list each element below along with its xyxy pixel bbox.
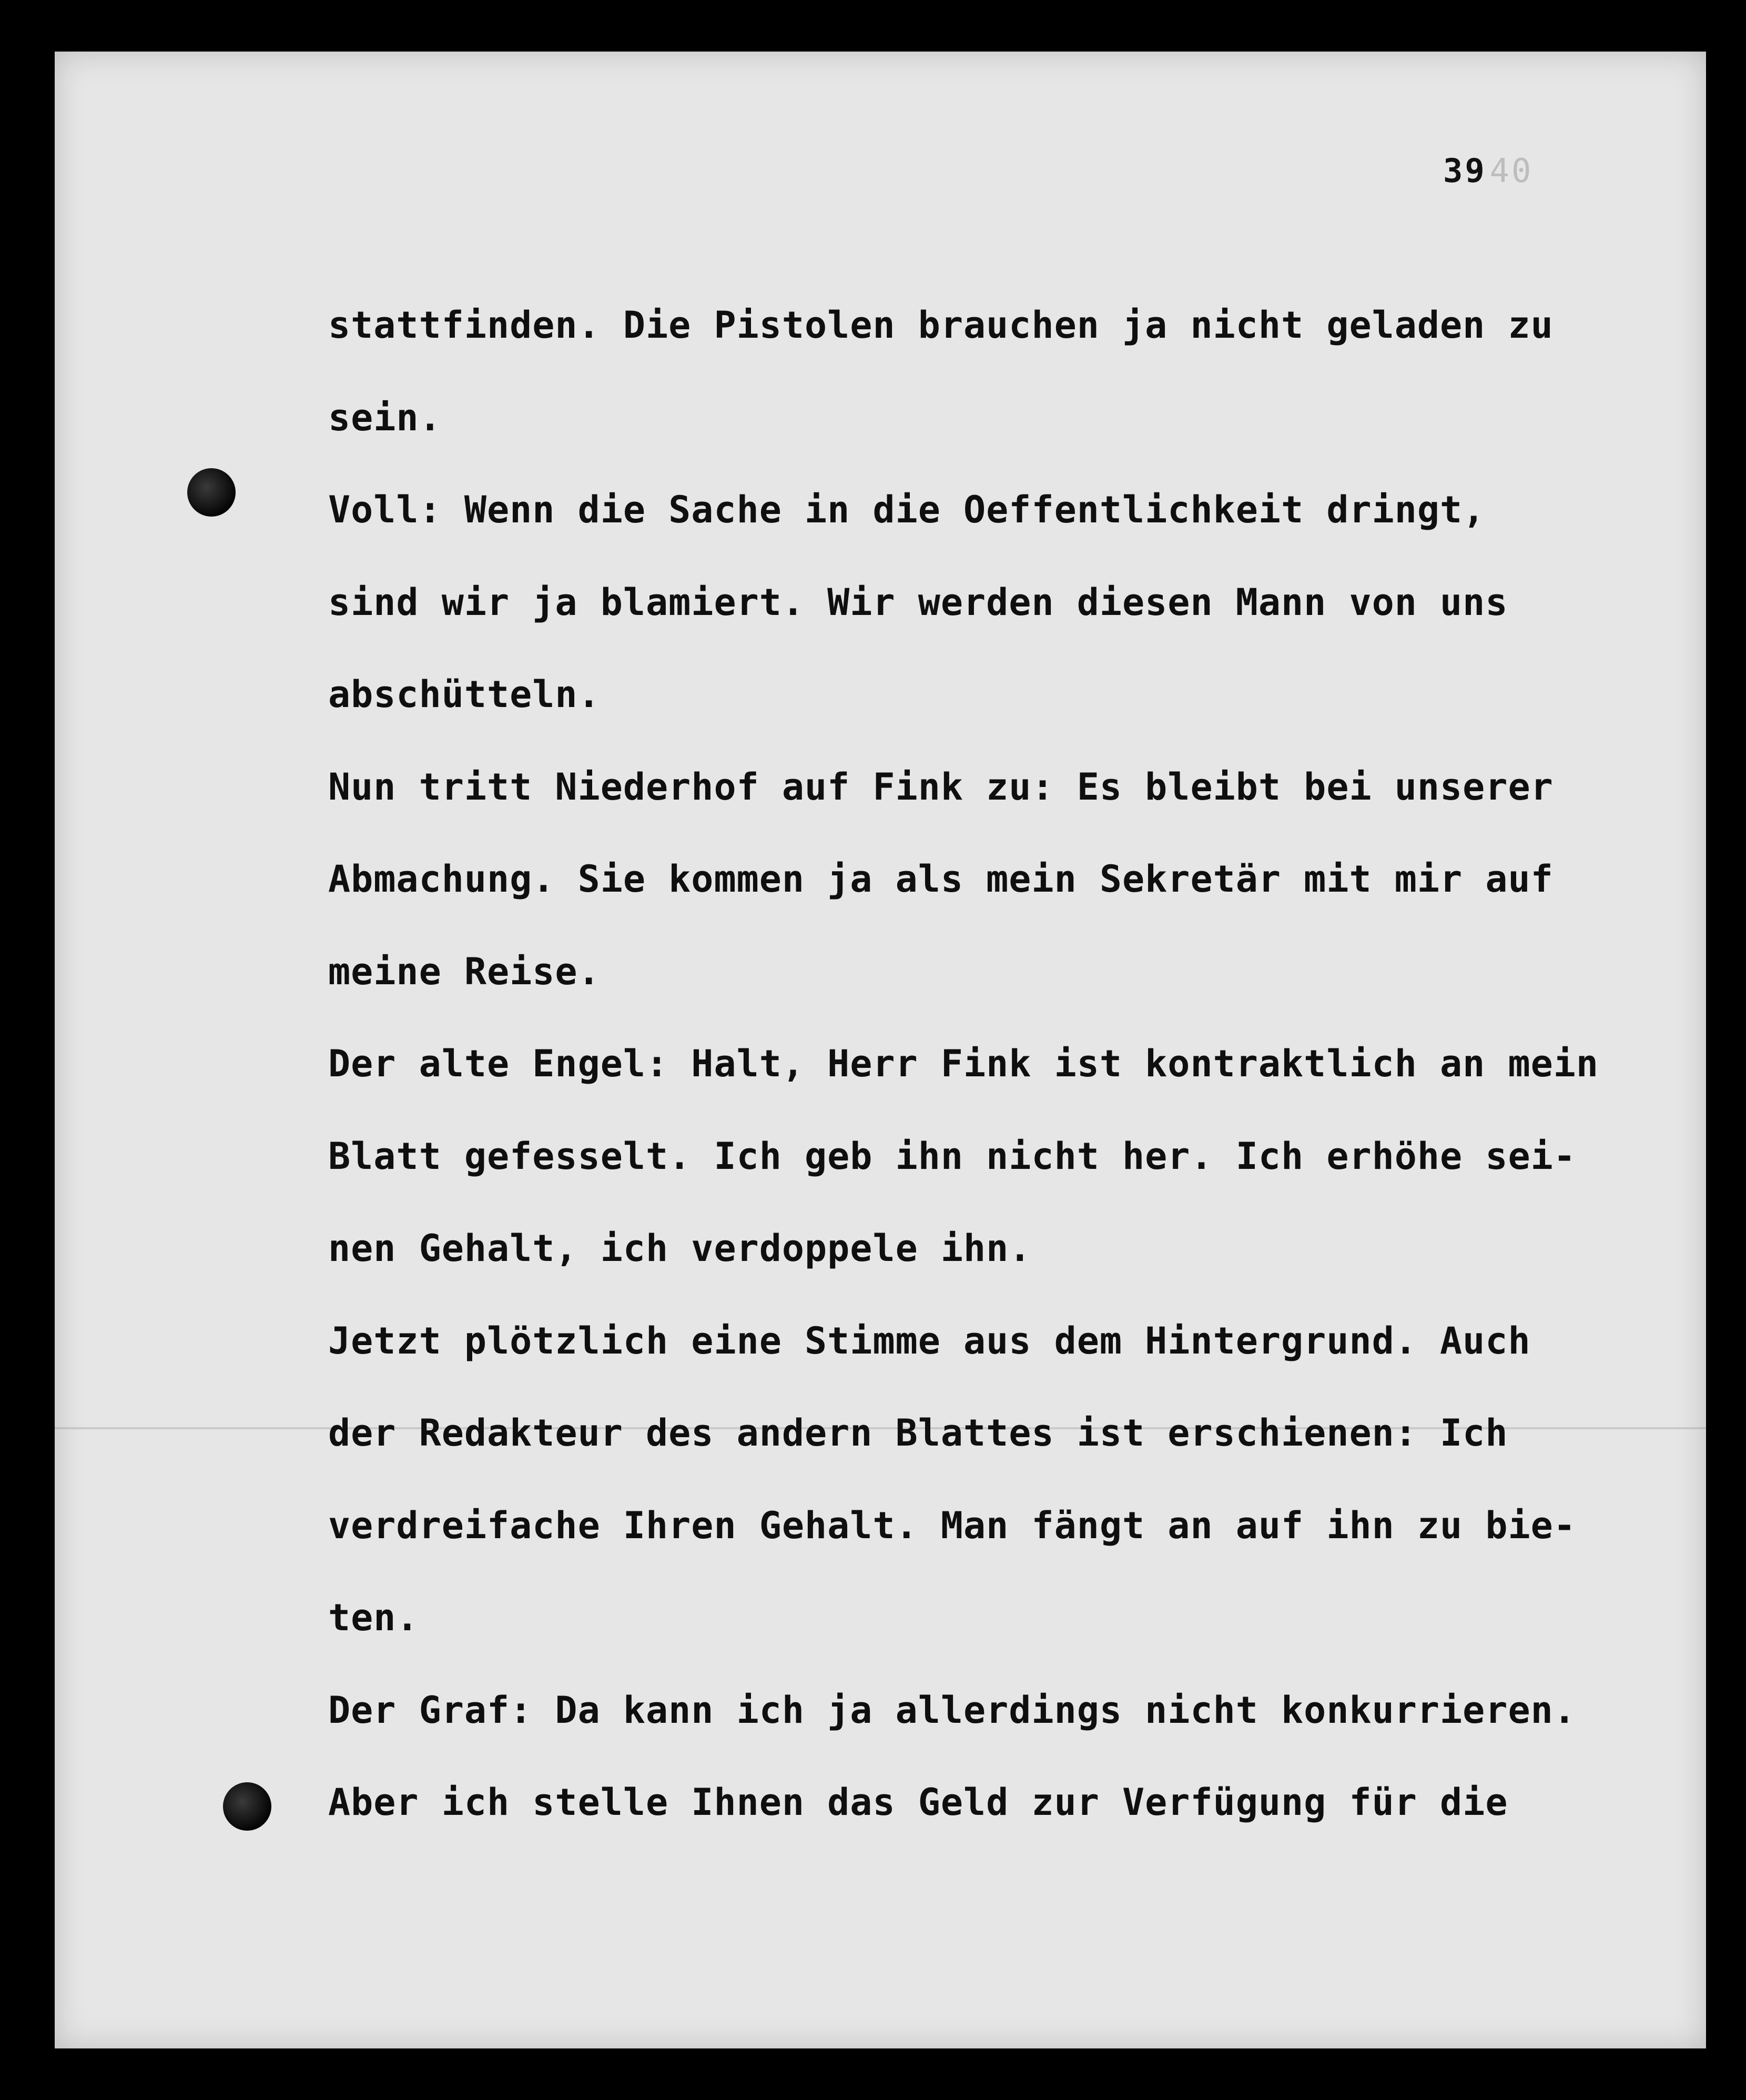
text-line: Nun tritt Niederhof auf Fink zu: Es bleibt bei unserer (328, 765, 1554, 809)
punch-hole-bottom (223, 1782, 271, 1831)
text-line: meine Reise. (328, 950, 601, 993)
text-line: verdreifache Ihren Gehalt. Man fängt an auf ihn zu bie- (328, 1503, 1576, 1547)
text-line: abschütteln. (328, 673, 601, 716)
text-line: Jetzt plötzlich eine Stimme aus dem Hintergrund. Auch (328, 1319, 1531, 1362)
text-line: stattfinden. Die Pistolen brauchen ja nicht geladen zu (328, 304, 1554, 347)
text-line: nen Gehalt, ich verdoppele ihn. (328, 1227, 1032, 1270)
page-number-ghost: 40 (1489, 152, 1534, 190)
text-line: Voll: Wenn die Sache in die Oeffentlichkeit dringt, (328, 488, 1486, 531)
text-line: sind wir ja blamiert. Wir werden diesen Mann von uns (328, 580, 1508, 624)
text-line: der Redakteur des andern Blattes ist erschienen: Ich (328, 1411, 1508, 1455)
page-number (1443, 152, 1533, 190)
text-line: Aber ich stelle Ihnen das Geld zur Verfügung für die (328, 1781, 1508, 1824)
text-line: Der alte Engel: Halt, Herr Fink ist kontraktlich an mein (328, 1042, 1599, 1085)
document-page (55, 52, 1706, 2048)
page-number-value: 39 (1443, 152, 1487, 190)
text-line: sein. (328, 396, 442, 439)
punch-hole-top (187, 468, 236, 517)
text-line: Blatt gefesselt. Ich geb ihn nicht her. Ich erhöhe sei- (328, 1134, 1576, 1178)
text-line: Der Graf: Da kann ich ja allerdings nicht konkurrieren. (328, 1688, 1576, 1732)
text-line: ten. (328, 1596, 419, 1639)
typed-text-body (328, 299, 1717, 1869)
text-line: Abmachung. Sie kommen ja als mein Sekretär mit mir auf (328, 857, 1554, 901)
